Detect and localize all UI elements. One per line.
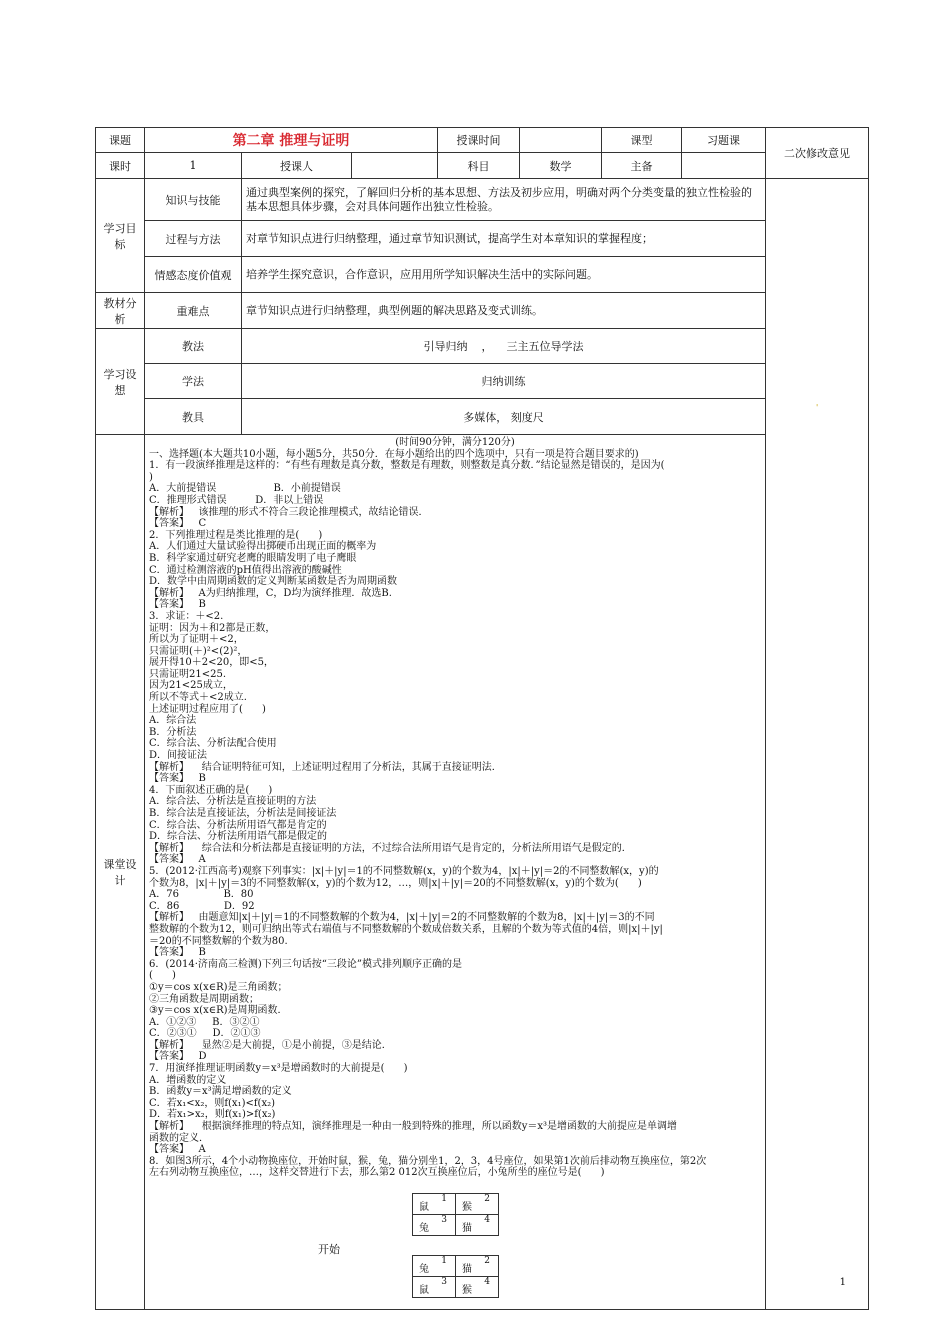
design-name: 学法: [145, 364, 242, 399]
seat-grid-after-first-swap: [412, 1255, 499, 1298]
question-line: 只需证明(＋)²<(2)²，: [149, 645, 248, 657]
question-line: 1．有一段演绎推理是这样的：“有些有理数是真分数，整数是有理数，则整数是真分数．”结论显然是错误的，是因为(: [149, 460, 665, 472]
seat-cell: [456, 1277, 499, 1298]
question-line: C．通过检测溶液的pH值得出溶液的酸碱性: [149, 564, 342, 576]
question-line: 所以为了证明＋<2，: [149, 634, 244, 646]
question-line: 3．求证：＋<2.: [149, 610, 224, 622]
question-line: D．若x₁>x₂，则f(x₁)>f(x₂): [149, 1109, 276, 1121]
question-line: 【解析】 A为归纳推理，C，D均为演绎推理．故选B.: [149, 587, 392, 599]
label-subject: 科目: [438, 153, 520, 179]
question-line: 左右列动物互换座位，…，这样交替进行下去，那么第2 012次互换座位后，小兔所坐的座位号是( ): [149, 1167, 605, 1179]
seat-cell: [413, 1194, 456, 1215]
seat-cell: [456, 1194, 499, 1215]
question-line: D．数学中由周期函数的定义判断某函数是否为周期函数: [149, 576, 398, 588]
goal-name: 情感态度价值观: [145, 257, 242, 293]
question-line: 个数为8，|x|＋|y|＝3的不同整数解(x，y)的个数为12，…，则|x|＋|y|＝20的不同整数解(x，y)的个数为( ): [149, 877, 642, 889]
animal-name: 猫: [462, 1223, 472, 1234]
question-list: [149, 449, 761, 1179]
classroom-label: 课堂设计: [96, 435, 145, 1310]
question-line: 只需证明21<25.: [149, 668, 227, 680]
seat-cell: [413, 1277, 456, 1298]
question-line: 因为21<25成立，: [149, 680, 233, 692]
question-line: ③y＝cos x(x∈R)是周期函数．: [149, 1005, 288, 1017]
question-line: A．人们通过大量试验得出掷硬币出现正面的概率为: [149, 541, 377, 553]
animal-name: 鼠: [419, 1202, 429, 1213]
seat-number: 3: [441, 1277, 447, 1287]
goal-text: 培养学生探究意识，合作意识，应用用所学知识解决生活中的实际问题。: [242, 257, 766, 293]
exam-header: (时间90分钟，满分120分): [395, 437, 515, 448]
question-line: ②三角函数是周期函数；: [149, 993, 259, 1005]
label-lead: 主备: [602, 153, 682, 179]
question-line: 证明：因为＋和2都是正数，: [149, 622, 276, 634]
question-line: 4．下面叙述正确的是( ): [149, 784, 273, 796]
question-line: 【解析】 根据演绎推理的特点知，演绎推理是一种由一般到特殊的推理，所以函数y＝x³是增函数的大前提应是单调增: [149, 1121, 678, 1133]
question-line: ( ): [149, 970, 176, 982]
question-line: 6．(2014·济南高三检测)下列三句话按“三段论”模式排列顺序正确的是: [149, 958, 463, 970]
label-teacher: 授课人: [242, 153, 352, 179]
seat-number: 1: [441, 1256, 447, 1266]
design-label: 学习设想: [96, 329, 145, 435]
animal-name: 兔: [419, 1264, 429, 1275]
seat-number: 1: [441, 1194, 447, 1204]
question-line: 5．(2012·江西高考)观察下列事实：|x|＋|y|＝1的不同整数解(x，y)的个数为4，|x|＋|y|＝2的不同整数解(x，y)的: [149, 865, 659, 877]
seat-cell: [456, 1215, 499, 1236]
question-line: 【解析】 显然②是大前提，①是小前提，③是结论．: [149, 1039, 392, 1051]
lesson-plan-table: [95, 127, 869, 1310]
animal-name: 猫: [462, 1264, 472, 1275]
question-line: ): [149, 471, 153, 483]
page-number: 1: [839, 1277, 846, 1288]
analysis-text: 章节知识点进行归纳整理，典型例题的解决思路及变式训练。: [242, 293, 766, 329]
seat-cell: [413, 1256, 456, 1277]
seat-cell: [413, 1215, 456, 1236]
value-time: [520, 128, 602, 153]
question-line: C．86 D．92: [149, 900, 255, 912]
value-type: 习题课: [682, 128, 766, 153]
label-time: 授课时间: [438, 128, 520, 153]
design-text: 引导归纳 ， 三主五位导学法: [242, 329, 766, 364]
value-teacher: [352, 153, 438, 179]
question-line: 2．下列推理过程是类比推理的是( ): [149, 529, 323, 541]
question-line: 7．用演绎推理证明函数y＝x³是增函数时的大前提是( ): [149, 1063, 408, 1075]
question-line: 【答案】 B: [149, 599, 206, 611]
goal-name: 知识与技能: [145, 179, 242, 221]
label-hours: 课时: [96, 153, 145, 179]
question-line: D．综合法、分析法所用语气都是假定的: [149, 831, 328, 843]
animal-name: 兔: [419, 1223, 429, 1234]
design-text: 多媒体， 刻度尺: [242, 399, 766, 435]
goals-label: 学习目标: [96, 179, 145, 293]
question-line: B．分析法: [149, 726, 197, 738]
question-line: 【解析】 由题意知|x|＋|y|＝1的不同整数解的个数为4，|x|＋|y|＝2的不同整数解的个数为8，|x|＋|y|＝3的不同: [149, 912, 655, 924]
question-line: 【答案】 D: [149, 1051, 207, 1063]
label-type: 课型: [602, 128, 682, 153]
analysis-name: 重难点: [145, 293, 242, 329]
design-name: 教法: [145, 329, 242, 364]
question-line: B．函数y＝x³满足增函数的定义: [149, 1086, 292, 1098]
question-line: 【答案】 B: [149, 947, 206, 959]
question-line: A．综合法、分析法是直接证明的方法: [149, 796, 317, 808]
question-line: C．推理形式错误 D．非以上错误: [149, 494, 324, 506]
design-name: 教具: [145, 399, 242, 435]
question-line: 展开得10＋2<20，即<5，: [149, 657, 274, 669]
animal-name: 鼠: [419, 1285, 429, 1296]
question-line: C．综合法、分析法所用语气都是肯定的: [149, 819, 327, 831]
label-topic: 课题: [96, 128, 145, 153]
seat-number: 3: [441, 1215, 447, 1225]
question-line: ＝20的不同整数解的个数为80.: [149, 935, 288, 947]
question-line: C．综合法、分析法配合使用: [149, 738, 277, 750]
question-line: B．科学家通过研究老鹰的眼睛发明了电子鹰眼: [149, 552, 357, 564]
question-line: A．①②③ B．③②①: [149, 1016, 260, 1028]
seat-number: 4: [484, 1277, 490, 1287]
question-line: 【答案】 C: [149, 518, 207, 530]
animal-name: 猴: [462, 1202, 472, 1213]
seat-number: 2: [484, 1256, 490, 1266]
question-line: 函数的定义．: [149, 1132, 209, 1144]
value-subject: 数学: [520, 153, 602, 179]
question-line: A．大前提错误 B．小前提错误: [149, 483, 341, 495]
question-line: 所以不等式＋<2成立.: [149, 692, 247, 704]
question-line: 【解析】 综合法和分析法都是直接证明的方法，不过综合法所用语气是肯定的，分析法所用语气是假定的．: [149, 842, 632, 854]
question-line: 【答案】 B: [149, 773, 206, 785]
seat-number: 2: [484, 1194, 490, 1204]
question-line: C．若x₁<x₂，则f(x₁)<f(x₂): [149, 1097, 276, 1109]
goal-name: 过程与方法: [145, 221, 242, 257]
mark-dot: ': [816, 403, 819, 412]
seat-cell: [456, 1256, 499, 1277]
seat-grid-initial: [412, 1193, 499, 1236]
question-line: A．综合法: [149, 715, 197, 727]
animal-name: 猴: [462, 1285, 472, 1296]
page-title: 第二章 推理与证明: [145, 128, 438, 153]
seat-number: 4: [484, 1215, 490, 1225]
classroom-content: [145, 435, 766, 1310]
question-line: 【答案】 A: [149, 854, 206, 866]
design-text: 归纳训练: [242, 364, 766, 399]
value-hours: 1: [145, 153, 242, 179]
question-line: C．②③① D．②①③: [149, 1028, 261, 1040]
value-lead: [682, 153, 766, 179]
question-line: 8．如图3所示，4个小动物换座位，开始时鼠，猴，兔，猫分别坐1，2，3，4号座位，如果第1次前后排动物互换座位，第2次: [149, 1155, 707, 1167]
question-line: 【解析】 结合证明特征可知，上述证明过程用了分析法，其属于直接证明法．: [149, 761, 502, 773]
question-line: D．间接证法: [149, 750, 208, 762]
question-line: ①y＝cos x(x∈R)是三角函数；: [149, 981, 288, 993]
question-line: 【解析】 该推理的形式不符合三段论推理模式，故结论错误．: [149, 506, 429, 518]
revision-column: [766, 179, 869, 1310]
question-line: 上述证明过程应用了( ): [149, 703, 266, 715]
question-line: 一、选择题(本大题共10小题，每小题5分，共50分．在每小题给出的四个选项中，只有一项是符合题目要求的): [149, 448, 639, 460]
goal-text: 对章节知识点进行归纳整理，通过章节知识测试，提高学生对本章知识的掌握程度；: [242, 221, 766, 257]
question-line: A．增函数的定义: [149, 1074, 227, 1086]
question-line: B．综合法是直接证法，分析法是间接证法: [149, 808, 337, 819]
question-line: 【答案】 A: [149, 1144, 206, 1156]
goal-text: 通过典型案例的探究，了解回归分析的基本思想、方法及初步应用，明确对两个分类变量的独立性检验的基本思想具体步骤，会对具体问题作出独立性检验。: [242, 179, 766, 221]
analysis-label: 教材分析: [96, 293, 145, 329]
revision-column-header: 二次修改意见: [766, 128, 869, 179]
question-line: A．76 B．80: [149, 889, 254, 901]
question-line: 整数解的个数为12，则可归纳出等式右端值与不同整数解的个数成倍数关系，且解的个数为等式值的4倍，则|x|＋|y|: [149, 923, 663, 935]
start-label: 开始: [318, 1243, 340, 1256]
